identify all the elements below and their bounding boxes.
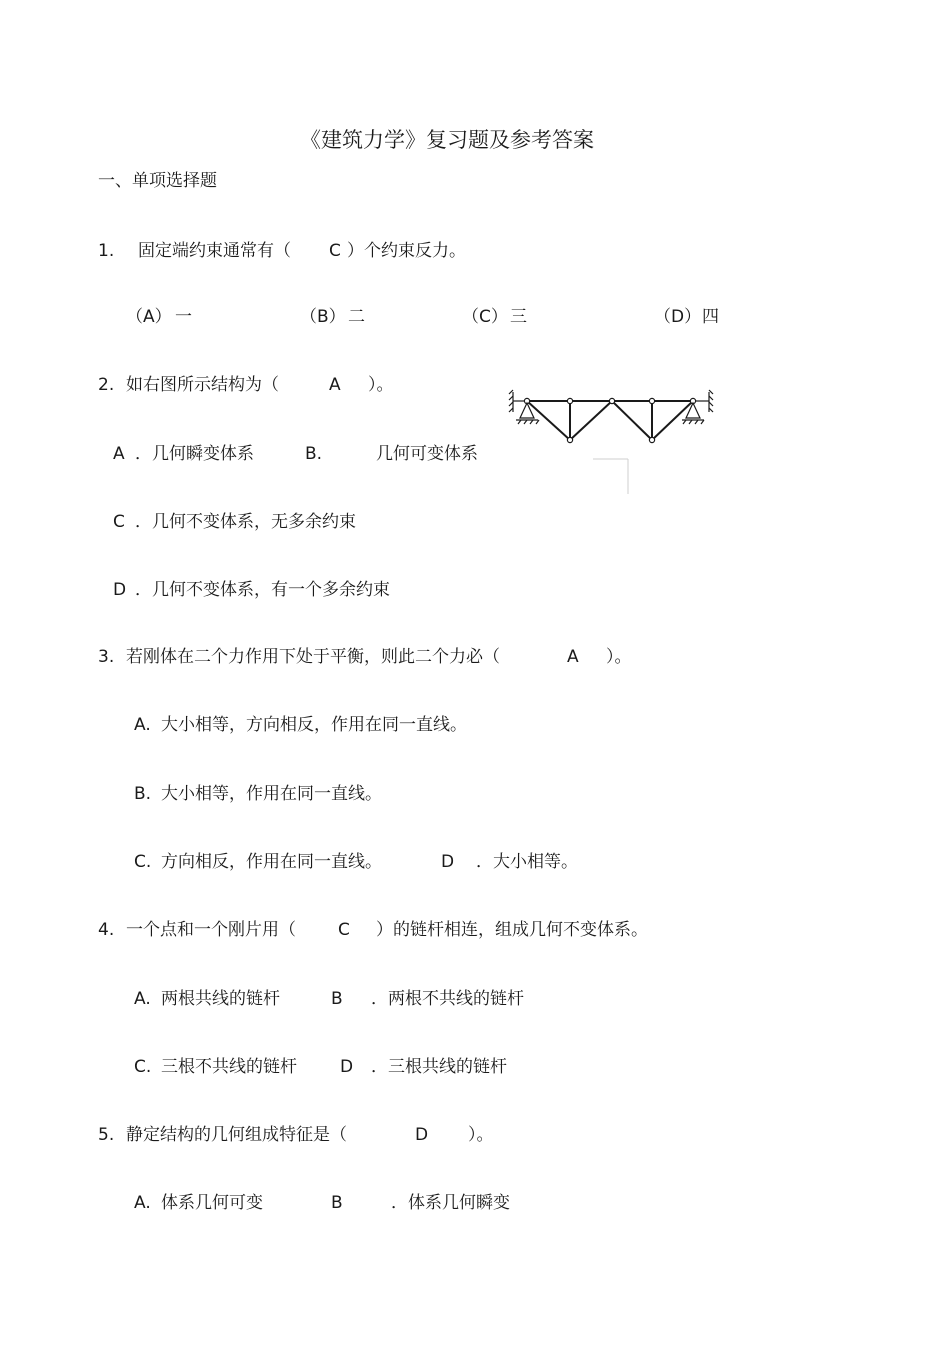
q4-option-c-text: 三根不共线的链杆 (161, 1057, 297, 1077)
q3-option-a-text: 大小相等，方向相反，作用在同一直线。 (161, 715, 467, 735)
q3-option-b-label: B. (134, 784, 152, 804)
q2-option-c-text: ．几何不变体系，无多余约束 (135, 512, 356, 532)
q3-stem: 若刚体在二个力作用下处于平衡，则此二个力必（ (126, 647, 500, 667)
q4-stem-tail: ）的链杆相连，组成几何不变体系。 (376, 920, 648, 940)
q4-option-d-label: D (340, 1057, 354, 1077)
truss-member (612, 401, 652, 440)
q3-answer: A (567, 647, 579, 667)
q4-option-b-label: B (331, 989, 343, 1009)
q5-stem: 静定结构的几何组成特征是（ (126, 1125, 347, 1145)
truss-member (570, 401, 612, 440)
q4-option-c-label: C. (134, 1057, 152, 1077)
q2-option-c-label: C (113, 512, 125, 532)
q1-option-d-label: （D） (654, 307, 702, 327)
q2-option-d-label: D (113, 580, 127, 600)
q5-option-a-label: A. (134, 1193, 151, 1213)
q1-option-c-text: 三 (510, 307, 527, 327)
q3-option-b-text: 大小相等，作用在同一直线。 (161, 784, 382, 804)
q4-option-a-text: 两根共线的链杆 (161, 989, 280, 1009)
q2-stem-tail: ）。 (368, 375, 394, 395)
q2-number: 2. (98, 375, 115, 395)
q2-answer: A (329, 375, 341, 395)
q5-stem-tail: ）。 (468, 1125, 494, 1145)
q1-option-a-text: 一 (175, 307, 192, 327)
q5-option-b-label: B (331, 1193, 343, 1213)
q2-stem: 如右图所示结构为（ (126, 375, 279, 395)
q5-option-a-text: 体系几何可变 (161, 1193, 263, 1213)
joint (567, 398, 572, 403)
q3-stem-tail: ）。 (606, 647, 632, 667)
q5-answer: D (415, 1125, 429, 1145)
joint (609, 398, 614, 403)
q1-answer: C (329, 241, 341, 261)
q1-option-b-text: 二 (348, 307, 365, 327)
q3-number: 3. (98, 647, 115, 667)
q1-option-d-text: 四 (702, 307, 719, 327)
joint (649, 437, 654, 442)
q1-option-a-label: （A） (126, 307, 172, 327)
q4-option-a-label: A. (134, 989, 151, 1009)
section-heading: 一、单项选择题 (98, 171, 217, 191)
q2-option-b-label: B. (305, 444, 323, 464)
q4-number: 4. (98, 920, 115, 940)
q2-option-b-text: 几何可变体系 (376, 444, 478, 464)
q1-stem-tail: ）个约束反力。 (347, 241, 466, 261)
q1-option-b-label: （B） (300, 307, 346, 327)
q5-option-b-text: ．体系几何瞬变 (391, 1193, 510, 1213)
q2-option-a-text: ．几何瞬变体系 (135, 444, 254, 464)
q5-number: 5. (98, 1125, 115, 1145)
q1-option-c-label: （C） (462, 307, 508, 327)
truss-diagram (505, 388, 725, 500)
q1-stem: 固定端约束通常有（ (138, 241, 291, 261)
page-title: 《建筑力学》复习题及参考答案 (300, 128, 594, 152)
q4-stem: 一个点和一个刚片用（ (126, 920, 296, 940)
q2-option-a-label: A (113, 444, 125, 464)
q4-answer: C (338, 920, 350, 940)
q3-option-c-text: 方向相反，作用在同一直线。 (161, 852, 382, 872)
q3-option-a-label: A. (134, 715, 151, 735)
q2-option-d-text: ．几何不变体系，有一个多余约束 (135, 580, 390, 600)
q4-option-d-text: ．三根共线的链杆 (371, 1057, 507, 1077)
q3-option-d-text: ．大小相等。 (476, 852, 578, 872)
q1-number: 1. (98, 241, 115, 261)
q3-option-d-label: D (441, 852, 455, 872)
q4-option-b-text: ．两根不共线的链杆 (371, 989, 524, 1009)
joint (567, 437, 572, 442)
q3-option-c-label: C. (134, 852, 152, 872)
joint (649, 398, 654, 403)
